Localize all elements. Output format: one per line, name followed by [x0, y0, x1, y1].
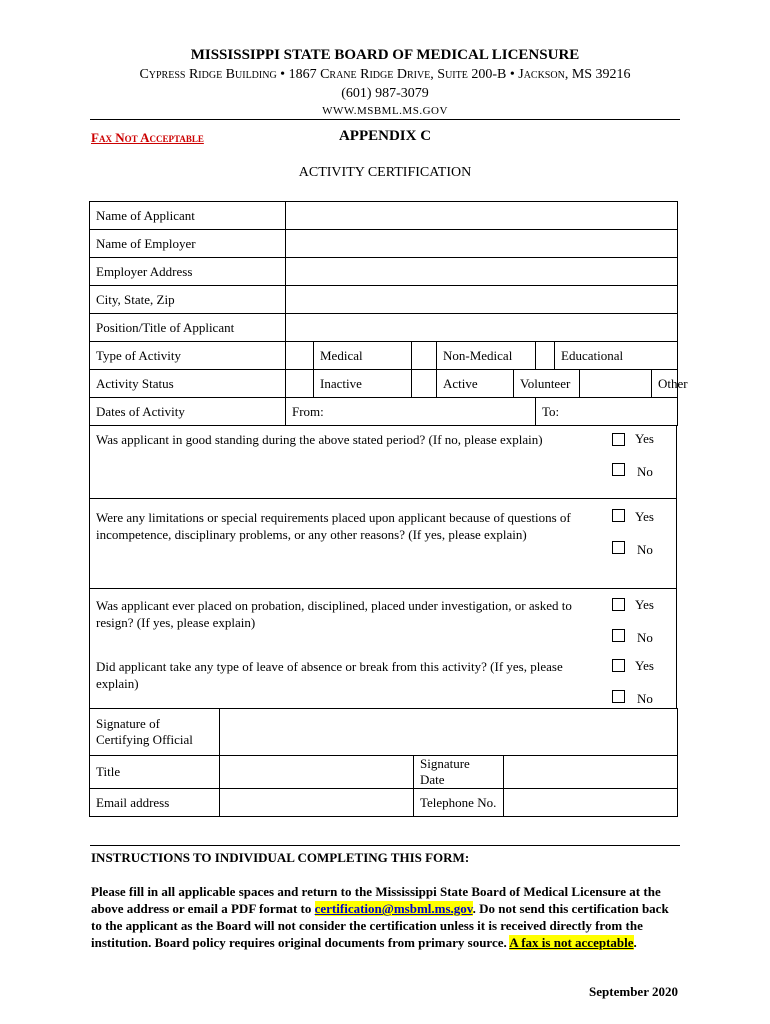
- active-checkbox[interactable]: [412, 370, 437, 398]
- question-1-text: Was applicant in good standing during the above stated period? (If no, please explain): [96, 432, 543, 447]
- question-4-no-label: No: [637, 691, 653, 706]
- volunteer-label: Volunteer: [514, 370, 580, 398]
- email-label: Email address: [90, 789, 220, 817]
- board-phone: (601) 987-3079: [341, 86, 429, 101]
- name-applicant-label: Name of Applicant: [90, 202, 286, 230]
- applicant-info-table: [89, 201, 688, 426]
- question-2-text: Were any limitations or special requirements placed upon applicant because of questions of incompetence, disciplinary problems, or any other reasons? (If yes, please explain): [96, 510, 571, 542]
- city-state-zip-label: City, State, Zip: [90, 286, 286, 314]
- fax-warning: A fax is not acceptable: [509, 935, 634, 950]
- header-divider: [90, 119, 680, 120]
- city-state-zip-input[interactable]: [286, 286, 678, 314]
- question-2-no-checkbox[interactable]: [612, 541, 625, 554]
- from-date-input[interactable]: [286, 398, 536, 426]
- board-website: WWW.MSBML.MS.GOV: [322, 105, 448, 117]
- appendix-label: APPENDIX C: [338, 128, 432, 144]
- question-3-no-checkbox[interactable]: [612, 629, 625, 642]
- board-title: MISSISSIPPI STATE BOARD OF MEDICAL LICENSURE: [190, 47, 580, 63]
- question-2-no-label: No: [637, 542, 653, 557]
- question-4-no-checkbox[interactable]: [612, 690, 625, 703]
- question-3-yes-label: Yes: [635, 597, 654, 612]
- certification-email-link[interactable]: certification@msbml.ms.gov: [314, 901, 473, 916]
- board-address: Cypress Ridge Building • 1867 Crane Ridge Drive, Suite 200-B • Jackson, MS 39216: [139, 67, 631, 82]
- medical-checkbox[interactable]: [286, 342, 314, 370]
- question-3-text: Was applicant ever placed on probation, disciplined, placed under investigation, or asked to resign? (If yes, please explain): [96, 598, 572, 630]
- question-3-no-label: No: [637, 630, 653, 645]
- dates-activity-label: Dates of Activity: [90, 398, 286, 426]
- question-1-yes-checkbox[interactable]: [612, 433, 625, 446]
- medical-label: Medical: [314, 342, 412, 370]
- question-2-yes-label: Yes: [635, 509, 654, 524]
- name-employer-label: Name of Employer: [90, 230, 286, 258]
- position-title-label: Position/Title of Applicant: [90, 314, 286, 342]
- question-1-no-checkbox[interactable]: [612, 463, 625, 476]
- activity-status-label: Activity Status: [90, 370, 286, 398]
- to-label: To:: [542, 403, 560, 419]
- type-activity-label: Type of Activity: [90, 342, 286, 370]
- signature-label: Signature of Certifying Official: [90, 709, 220, 756]
- telephone-input[interactable]: [504, 789, 678, 817]
- revision-date: September 2020: [589, 984, 678, 999]
- signature-input[interactable]: [220, 709, 678, 756]
- name-employer-input[interactable]: [286, 230, 678, 258]
- employer-address-label: Employer Address: [90, 258, 286, 286]
- form-title: ACTIVITY CERTIFICATION: [298, 165, 472, 180]
- inactive-checkbox[interactable]: [286, 370, 314, 398]
- question-2-yes-checkbox[interactable]: [612, 509, 625, 522]
- inactive-label: Inactive: [314, 370, 412, 398]
- telephone-label: Telephone No.: [414, 789, 504, 817]
- signature-date-input[interactable]: [504, 756, 678, 789]
- question-divider: [89, 498, 677, 499]
- from-label: From:: [292, 403, 324, 419]
- question-1-no-label: No: [637, 464, 653, 479]
- to-date-input[interactable]: [536, 398, 678, 426]
- position-title-input[interactable]: [286, 314, 678, 342]
- email-input[interactable]: [220, 789, 414, 817]
- active-label: Active: [437, 370, 514, 398]
- other-label: Other: [652, 370, 678, 398]
- question-4-yes-label: Yes: [635, 658, 654, 673]
- other-checkbox[interactable]: [580, 370, 652, 398]
- signature-table: [89, 708, 678, 817]
- question-3-yes-checkbox[interactable]: [612, 598, 625, 611]
- instructions-heading: INSTRUCTIONS TO INDIVIDUAL COMPLETING THIS FORM:: [91, 850, 470, 865]
- educational-checkbox[interactable]: [536, 342, 555, 370]
- fax-not-acceptable: Fax Not Acceptable: [91, 130, 204, 145]
- instructions-text: Please fill in all applicable spaces and return to the Mississippi State Board of Medical Licensure at the above address or email a PDF format to certification@msbml.ms.gov. Do not send this certification back to the applicant as the Board will not consider the certification unless it is received directly from the institution. Board policy requires original documents from primary source. A fax is not acceptable.: [91, 884, 669, 950]
- non-medical-checkbox[interactable]: [412, 342, 437, 370]
- title-input[interactable]: [220, 756, 414, 789]
- non-medical-label: Non-Medical: [437, 342, 536, 370]
- name-applicant-input[interactable]: [286, 202, 678, 230]
- question-divider: [89, 588, 677, 589]
- employer-address-input[interactable]: [286, 258, 678, 286]
- title-label: Title: [90, 756, 220, 789]
- educational-label: Educational: [555, 342, 678, 370]
- question-1-yes-label: Yes: [635, 431, 654, 446]
- question-4-text: Did applicant take any type of leave of absence or break from this activity? (If yes, please explain): [96, 659, 563, 691]
- instructions-divider: [90, 845, 680, 846]
- question-4-yes-checkbox[interactable]: [612, 659, 625, 672]
- signature-date-label: Signature Date: [414, 756, 504, 789]
